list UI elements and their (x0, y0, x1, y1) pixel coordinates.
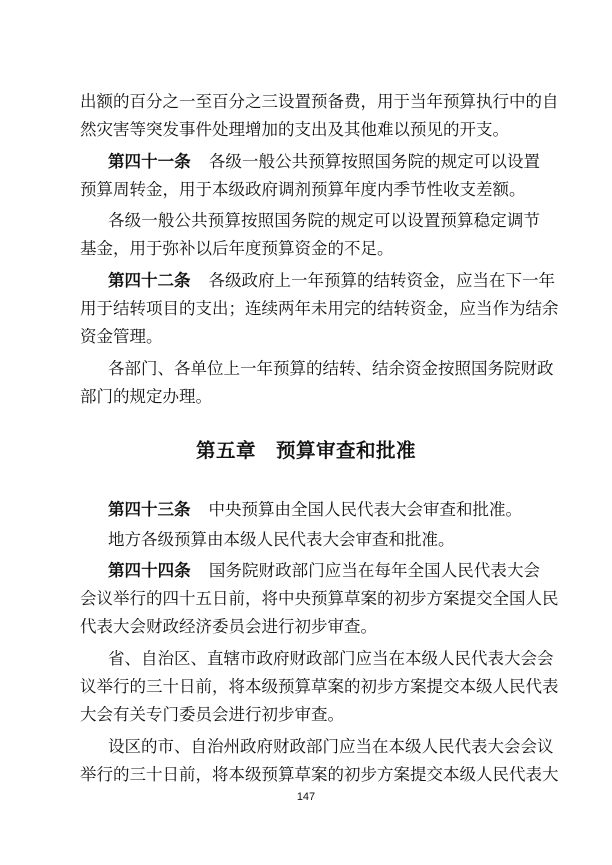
article-42-label: 第四十二条 (108, 271, 191, 290)
paragraph-line: 地方各级预算由本级人民代表大会审查和批准。 (108, 530, 455, 549)
article-41-line-1 (108, 151, 540, 173)
paragraph-line: 资金管理。 (80, 327, 163, 346)
page-number: 147 (296, 791, 316, 803)
article-44-line-1 (108, 560, 540, 582)
paragraph-line: 用于结转项目的支出；连续两年未用完的结转资金，应当作为结余 (80, 299, 559, 318)
paragraph-line: 省、自治区、直辖市政府财政部门应当在本级人民代表大会会 (108, 649, 554, 668)
paragraph-line: 大会有关专门委员会进行初步审查。 (80, 705, 344, 724)
article-42-line-1 (108, 270, 555, 292)
paragraph-line: 预算周转金，用于本级政府调剂预算年度内季节性收支差额。 (80, 180, 526, 199)
article-44-label: 第四十四条 (108, 561, 191, 580)
article-43-label: 第四十三条 (108, 500, 191, 519)
article-41-text: 各级一般公共预算按照国务院的规定可以设置 (208, 152, 541, 171)
paragraph-line: 然灾害等突发事件处理增加的支出及其他难以预见的开支。 (80, 120, 509, 139)
article-44-text: 国务院财政部门应当在每年全国人民代表大会 (208, 561, 541, 580)
paragraph-line: 各级一般公共预算按照国务院的规定可以设置预算稳定调节 (108, 211, 540, 230)
paragraph-line: 设区的市、自治州政府财政部门应当在本级人民代表大会会议 (108, 737, 554, 756)
article-42-text: 各级政府上一年预算的结转资金，应当在下一年 (208, 271, 555, 290)
paragraph-line: 出额的百分之一至百分之三设置预备费，用于当年预算执行中的自 (80, 92, 559, 111)
paragraph-line: 代表大会财政经济委员会进行初步审查。 (80, 617, 377, 636)
article-43-line-1 (108, 499, 540, 521)
paragraph-line: 举行的三十日前，将本级预算草案的初步方案提交本级人民代表大 (80, 765, 559, 784)
paragraph-line: 基金，用于弥补以后年度预算资金的不足。 (80, 239, 394, 258)
paragraph-line: 各部门、各单位上一年预算的结转、结余资金按照国务院财政 (108, 359, 554, 378)
article-43-text: 中央预算由全国人民代表大会审查和批准。 (208, 500, 522, 519)
paragraph-line: 议举行的三十日前，将本级预算草案的初步方案提交本级人民代表 (80, 677, 559, 696)
paragraph-line: 部门的规定办理。 (80, 387, 212, 406)
paragraph-line: 会议举行的四十五日前，将中央预算草案的初步方案提交全国人民 (80, 589, 559, 608)
chapter-title: 第五章 预算审查和批准 (195, 439, 416, 462)
article-41-label: 第四十一条 (108, 152, 191, 171)
